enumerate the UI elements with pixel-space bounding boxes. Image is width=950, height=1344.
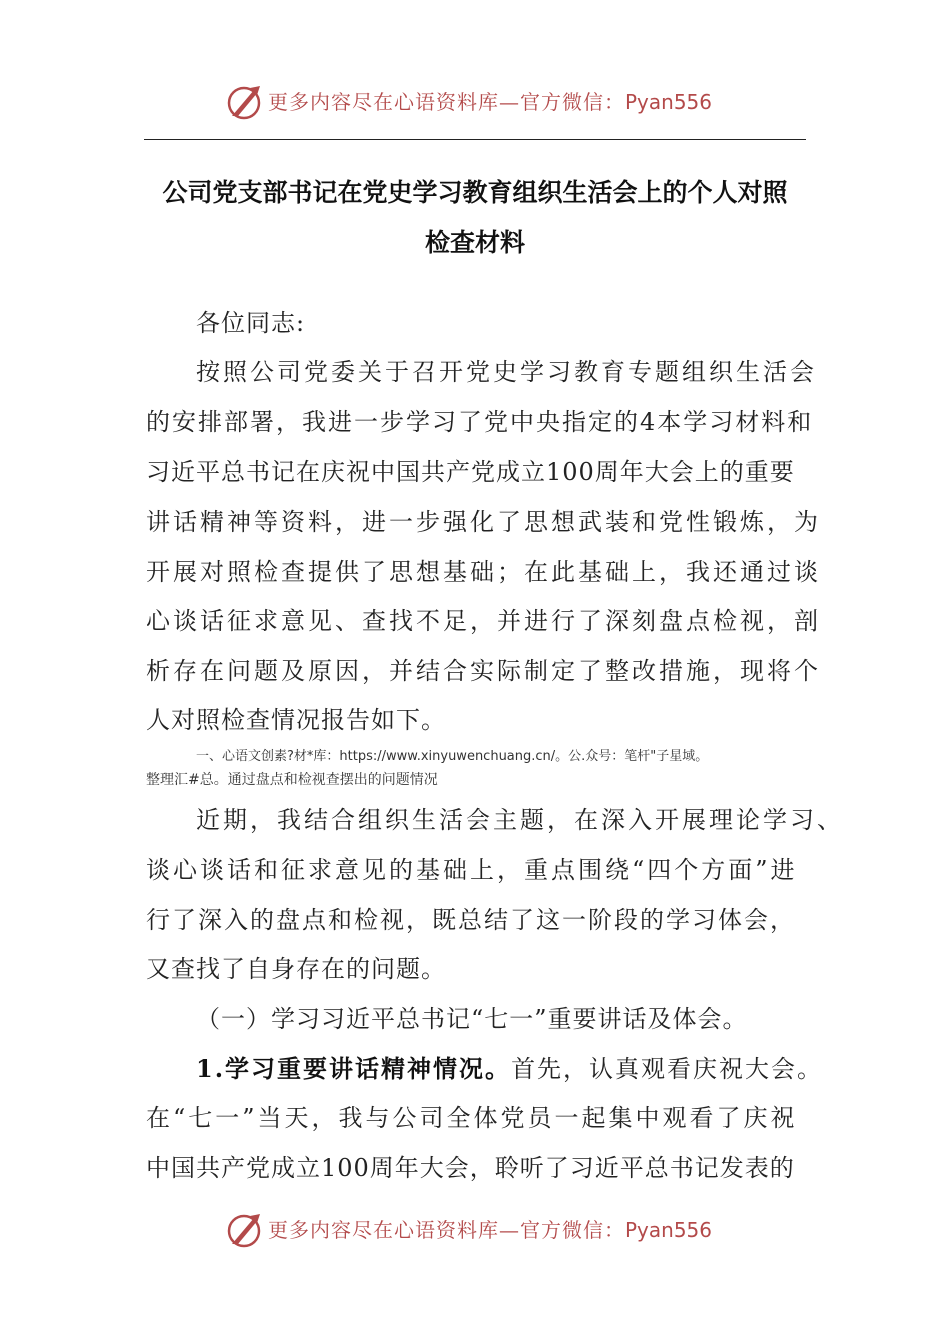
paragraph-line: 的安排部署，我进一步学习了党中央指定的4本学习材料和 [146, 408, 814, 436]
document-title-line1: 公司党支部书记在党史学习教育组织生活会上的个人对照 [162, 178, 788, 207]
banner-text: 更多内容尽在心语资料库—官方微信：Pyan556 [268, 90, 713, 114]
paragraph-line: 又查找了自身存在的问题。 [146, 955, 446, 983]
header-banner [0, 78, 950, 126]
banner-text: 更多内容尽在心语资料库—官方微信：Pyan556 [268, 1218, 713, 1242]
wechat-id: Pyan556 [625, 1218, 713, 1242]
footer-banner [0, 1206, 950, 1254]
subheading: （一）学习习近平总书记“七一”重要讲话及体会。 [196, 1005, 748, 1033]
item-1-heading: 1.学习重要讲话精神情况。 [196, 1054, 512, 1083]
paragraph-line: 近期，我结合组织生活会主题，在深入开展理论学习、 [196, 806, 844, 834]
section-heading-line: 一、心语文创素?材*库：https://www.xinyuwenchuang.cn/。公.众号：笔杆"子星域。 [196, 749, 709, 764]
paragraph-line: 心谈话征求意见、查找不足，并进行了深刻盘点检视，剖 [146, 607, 821, 635]
item-1-line [196, 1052, 823, 1086]
paragraph-line: 谈心谈话和征求意见的基础上，重点围绕“四个方面”进 [146, 856, 798, 884]
header-rule [144, 139, 806, 140]
quill-logo-icon [224, 1210, 264, 1250]
greeting: 各位同志: [196, 309, 306, 337]
quill-logo-icon [224, 82, 264, 122]
section-heading-line: 整理汇#总。通过盘点和检视查摆出的问题情况 [146, 772, 438, 788]
item-1-text: 首先，认真观看庆祝大会。 [511, 1055, 824, 1083]
paragraph-line: 人对照检查情况报告如下。 [146, 706, 446, 734]
paragraph-line: 习近平总书记在庆祝中国共产党成立100周年大会上的重要 [146, 458, 795, 486]
paragraph-line: 讲话精神等资料，进一步强化了思想武装和党性锻炼，为 [146, 508, 821, 536]
paragraph-line: 在“七一”当天，我与公司全体党员一起集中观看了庆祝 [146, 1104, 798, 1132]
paragraph-line: 析存在问题及原因，并结合实际制定了整改措施，现将个 [146, 657, 821, 685]
paragraph-line: 按照公司党委关于召开党史学习教育专题组织生活会 [196, 358, 817, 386]
paragraph-line: 行了深入的盘点和检视，既总结了这一阶段的学习体会， [146, 906, 796, 934]
paragraph-line: 开展对照检查提供了思想基础；在此基础上，我还通过谈 [146, 558, 821, 586]
document-title-line2: 检查材料 [424, 228, 525, 257]
paragraph-line: 中国共产党成立100周年大会，聆听了习近平总书记发表的 [146, 1154, 795, 1182]
wechat-id: Pyan556 [625, 90, 713, 114]
